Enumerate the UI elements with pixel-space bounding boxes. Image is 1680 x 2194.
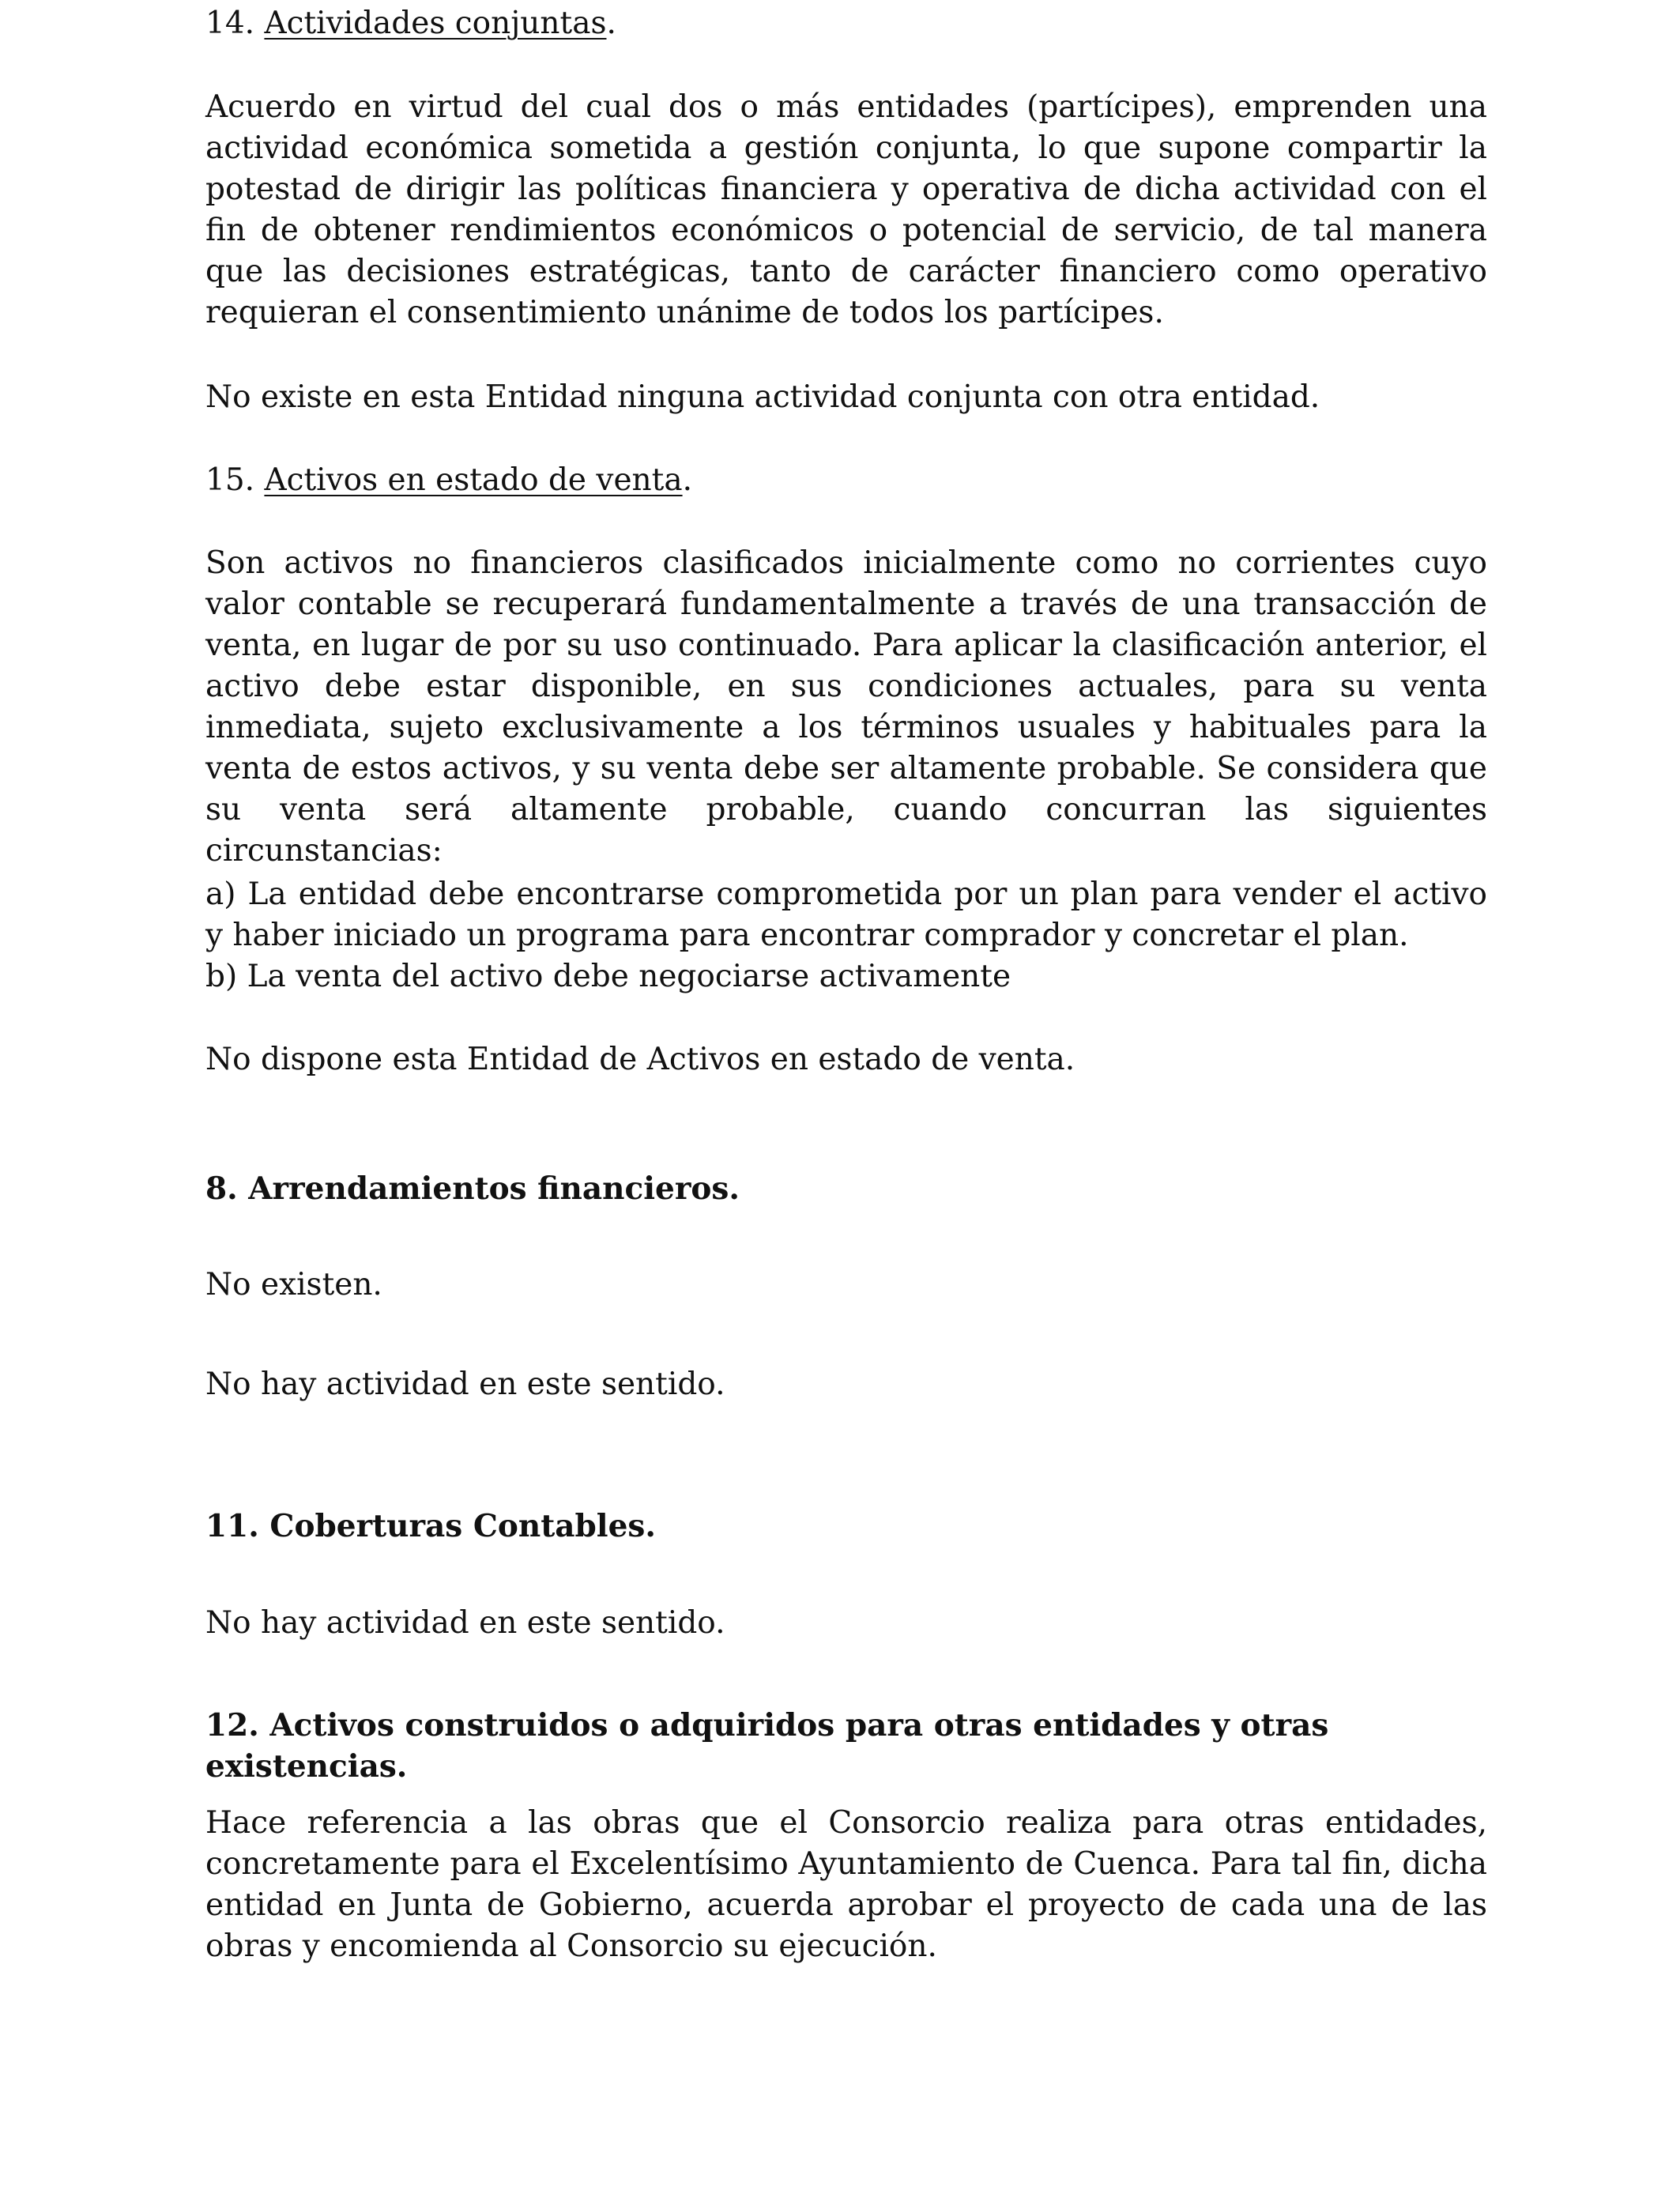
- section-14-paragraph-2: No existe en esta Entidad ninguna actividad conjunta con otra entidad.: [205, 379, 1320, 415]
- section-15-item-b: b) La venta del activo debe negociarse activamente: [205, 959, 1011, 994]
- section-15-paragraph-1: Son activos no financieros clasificados inicialmente como no corrientes cuyo valor contable se recuperará fundamentalmente a través de una transacción de venta, en lugar de por su uso continuado. Para aplicar la clasificación anterior, el activo debe estar disponible, en sus condiciones actuales, para su venta inmediata, sujeto exclusivamente a los términos usuales y habituales para la venta de estos activos, y su venta debe ser altamente probable. Se considera que su venta será altamente probable, cuando concurran las siguientes circunstancias:: [205, 545, 1487, 869]
- section-14-heading: 14. Actividades conjuntas.: [205, 6, 616, 41]
- section-15-paragraph-4: No dispone esta Entidad de Activos en estado de venta.: [205, 1042, 1075, 1077]
- section-14-title: Actividades conjuntas: [264, 6, 607, 41]
- section-8-paragraph-2: No hay actividad en este sentido.: [205, 1367, 725, 1402]
- section-12-heading: 12. Activos construidos o adquiridos para otras entidades y otras existencias.: [205, 1707, 1329, 1785]
- section-12-paragraph-1: Hace referencia a las obras que el Consorcio realiza para otras entidades, concretamente para el Excelentísimo Ayuntamiento de Cuenca. Para tal fin, dicha entidad en Junta de Gobierno, acuerda aprobar el proyecto de cada una de las obras y encomienda al Consorcio su ejecución.: [205, 1805, 1487, 1964]
- section-15-title: Activos en estado de venta: [264, 462, 683, 498]
- section-11-heading: 11. Coberturas Contables.: [205, 1508, 656, 1544]
- section-11-paragraph-1: No hay actividad en este sentido.: [205, 1605, 725, 1641]
- section-14-number: 14.: [205, 6, 255, 41]
- section-15-number: 15.: [205, 462, 255, 498]
- document-page: [205, 0, 1487, 2194]
- section-8-heading: 8. Arrendamientos financieros.: [205, 1171, 740, 1207]
- section-15-item-a: a) La entidad debe encontrarse comprometida por un plan para vender el activo y haber iniciado un programa para encontrar comprador y concretar el plan.: [205, 876, 1487, 953]
- section-8-paragraph-1: No existen.: [205, 1267, 382, 1302]
- section-15-heading: 15. Activos en estado de venta.: [205, 462, 692, 498]
- section-14-paragraph-1: Acuerdo en virtud del cual dos o más entidades (partícipes), emprenden una actividad económica sometida a gestión conjunta, lo que supone compartir la potestad de dirigir las políticas financiera y operativa de dicha actividad con el fin de obtener rendimientos económicos o potencial de servicio, de tal manera que las decisiones estratégicas, tanto de carácter financiero como operativo requieran el consentimiento unánime de todos los partícipes.: [205, 89, 1487, 330]
